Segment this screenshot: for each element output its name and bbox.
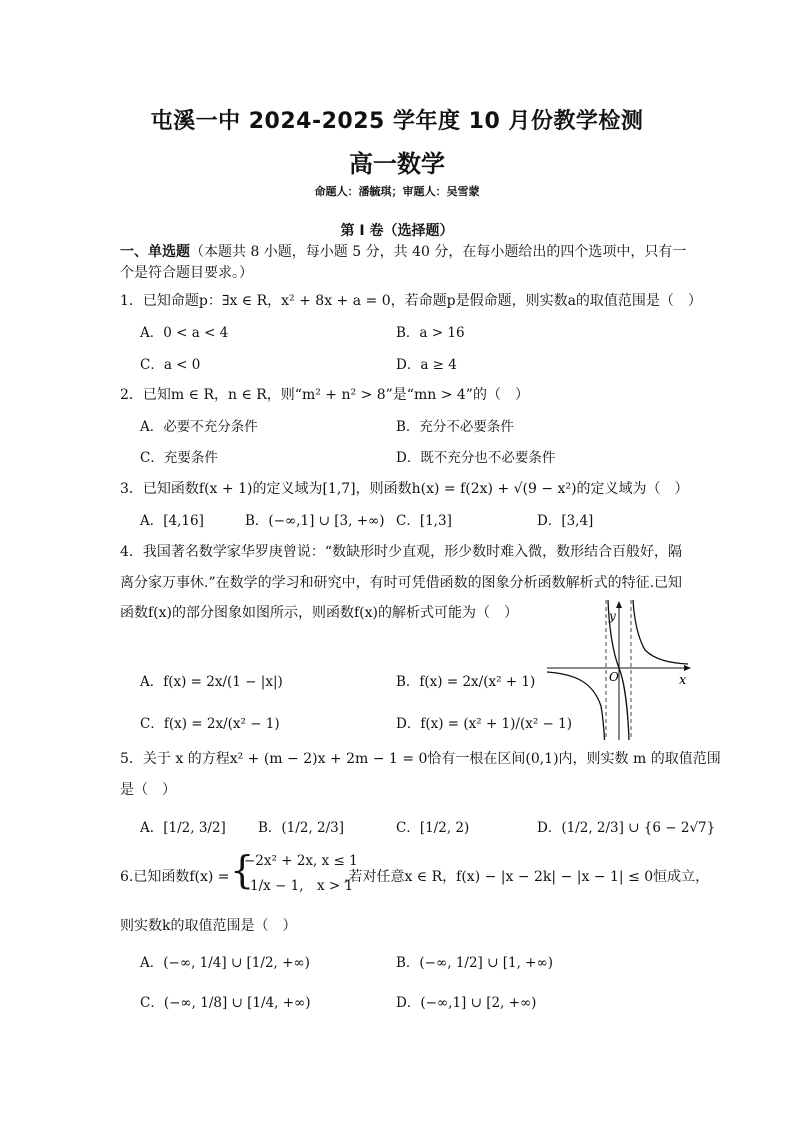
q6-prefix: 6.已知函数f(x) = xyxy=(120,869,230,885)
q1-option-c: C．a < 0 xyxy=(140,357,201,373)
q6-option-c: C．(−∞, 1/8] ∪ [1/4, +∞) xyxy=(140,995,311,1011)
q4-option-b: B．f(x) = 2x/(x² + 1) xyxy=(396,674,536,690)
q3-option-d: D．[3,4] xyxy=(537,513,594,529)
q5-line-1: 5．关于 x 的方程x² + (m − 2)x + 2m − 1 = 0恰有一根在区间(0,1)内，则实数 m 的取值范围 xyxy=(120,751,721,767)
q3-option-c: C．[1,3] xyxy=(396,513,452,529)
q3-stem: 3．已知函数f(x + 1)的定义域为[1,7]，则函数h(x) = f(2x) + √(9 − x²)的定义域为（ ） xyxy=(120,481,689,497)
q5-option-d: D．(1/2, 2/3] ∪ {6 − 2√7} xyxy=(537,820,716,836)
q3-option-a: A．[4,16] xyxy=(140,513,204,529)
q6-suffix: ,若对任意x ∈ R，f(x) − |x − 2k| − |x − 1| ≤ 0恒成立， xyxy=(344,869,710,885)
q5-option-b: B．(1/2, 2/3] xyxy=(258,820,344,836)
q2-stem: 2．已知m ∈ R，n ∈ R，则“m² + n² > 8”是“mn > 4”的（ ） xyxy=(120,387,529,403)
curve-right-branch xyxy=(633,600,688,664)
q6-option-b: B．(−∞, 1/2] ∪ [1, +∞) xyxy=(396,955,553,971)
q6-case-1: −2x² + 2x, x ≤ 1 xyxy=(244,853,358,869)
q5-option-c: C．[1/2, 2) xyxy=(396,820,470,836)
q5-option-a: A．[1/2, 3/2] xyxy=(140,820,226,836)
q1-stem: 1．已知命题p：∃x ∈ R，x² + 8x + a = 0，若命题p是假命题，则实数a的取值范围是（ ） xyxy=(120,293,702,309)
q2-option-b: B．充分不必要条件 xyxy=(396,419,514,435)
q1-option-b: B．a > 16 xyxy=(396,325,465,341)
x-axis-label: x xyxy=(679,673,687,688)
section-intro xyxy=(120,242,686,262)
q4-line-3: 函数f(x)的部分图象如图所示，则函数f(x)的解析式可能为（ ） xyxy=(120,605,519,621)
exam-title: 屯溪一中 2024-2025 学年度 10 月份教学检测 xyxy=(150,109,644,134)
q6-option-a: A．(−∞, 1/4] ∪ [1/2, +∞) xyxy=(140,955,310,971)
q4-option-d: D．f(x) = (x² + 1)/(x² − 1) xyxy=(396,716,572,732)
q5-line-2: 是（ ） xyxy=(120,782,176,798)
origin-label: O xyxy=(609,670,619,684)
y-axis-arrow xyxy=(616,601,622,608)
q4-option-a: A．f(x) = 2x/(1 − |x|) xyxy=(140,674,283,690)
q4-line-2: 离分家万事休.”在数学的学习和研究中，有时可凭借函数的图象分析函数解析式的特征.已知 xyxy=(120,575,683,591)
q2-option-d: D．既不充分也不必要条件 xyxy=(396,450,556,466)
section-label: 一、单选题 xyxy=(120,244,190,260)
q1-option-d: D．a ≥ 4 xyxy=(396,357,457,373)
q1-option-a: A．0 < a < 4 xyxy=(140,325,229,341)
exam-authors: 命题人：潘毓琪；审题人：吴雪蒙 xyxy=(314,185,480,198)
q4-option-c: C．f(x) = 2x/(x² − 1) xyxy=(140,716,280,732)
q2-option-a: A．必要不充分条件 xyxy=(140,419,258,435)
q6-line-2: 则实数k的取值范围是（ ） xyxy=(120,918,297,934)
q4-line-1: 4．我国著名数学家华罗庚曾说：“数缺形时少直观，形少数时难入微，数形结合百般好，隔 xyxy=(120,544,683,560)
x-axis-arrow xyxy=(684,665,691,671)
y-axis-label: y xyxy=(609,609,616,623)
q3-option-b: B．(−∞,1] ∪ [3, +∞) xyxy=(245,513,385,529)
q2-option-c: C．充要条件 xyxy=(140,450,218,466)
q6-option-d: D．(−∞,1] ∪ [2, +∞) xyxy=(396,995,537,1011)
section-desc-2: 个是符合题目要求。） xyxy=(120,265,253,281)
q6-case-2: 1/x − 1, x > 1 xyxy=(250,878,354,894)
section-desc-1: （本题共 8 小题，每小题 5 分，共 40 分，在每小题给出的四个选项中，只有一 xyxy=(190,244,687,260)
part-heading: 第 I 卷（选择题） xyxy=(340,223,454,239)
q6-brace: { xyxy=(230,848,255,892)
exam-subject: 高一数学 xyxy=(349,150,445,178)
